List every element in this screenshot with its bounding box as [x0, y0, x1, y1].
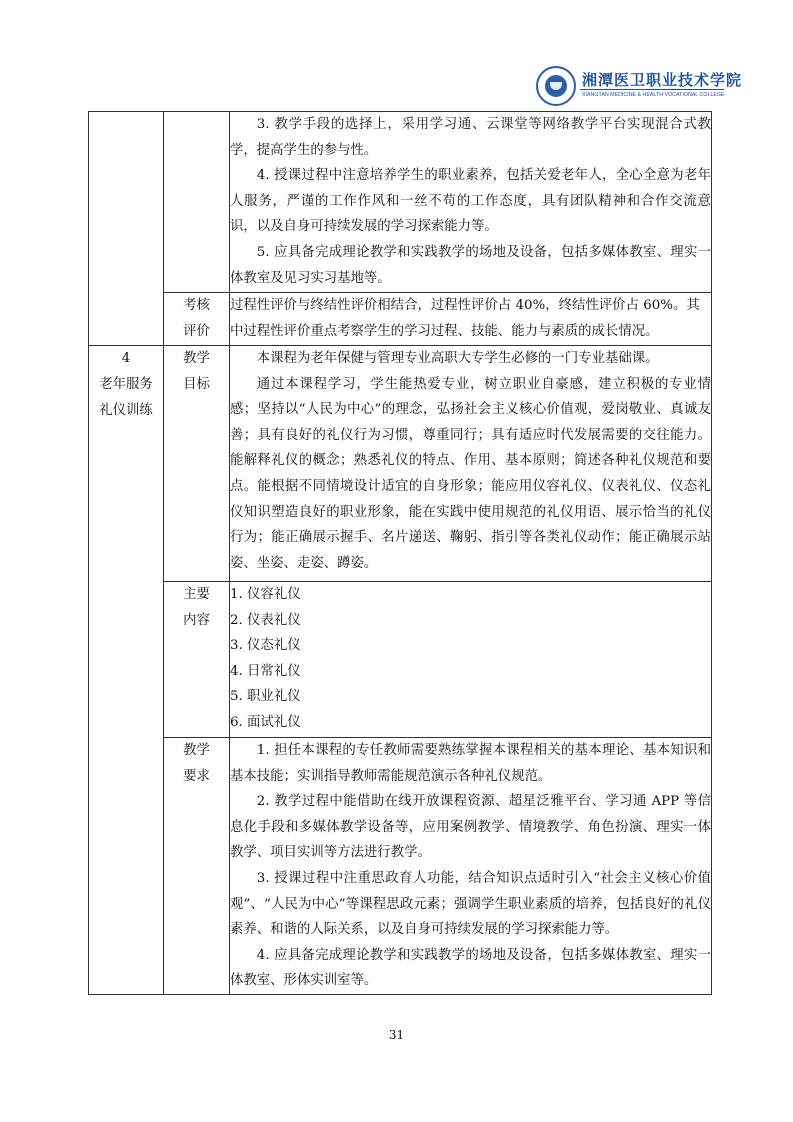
objectives-label-line2: 目标: [183, 377, 210, 392]
requirements-label-line2: 要求: [183, 769, 210, 784]
requirement-paragraph: 4. 授课过程中注意培养学生的职业素养，包括关爱老年人，全心全意为老年人服务，严谨的工作作风和一丝不苟的工作态度，具有团队精神和合作交流意识，以及自身可持续发展的学习探索能力等。: [230, 168, 711, 235]
requirements-label-cont: [164, 112, 230, 293]
objectives-label: [164, 346, 230, 582]
assessment-label: [164, 293, 230, 346]
assessment-text-cell: [230, 293, 712, 346]
course-table: [88, 111, 712, 995]
content-label: [164, 582, 230, 738]
course-cell-prev: [89, 112, 164, 346]
requirements-label-line1: 教学: [183, 743, 210, 758]
content-item: 2. 仪表礼仪: [230, 612, 301, 628]
objectives-text-cell: [230, 346, 712, 582]
assessment-label-line2: 评价: [183, 324, 210, 339]
logo-english-name: XIANGTAN MEDICINE & HEALTH VOCATIONAL COLLEGE: [582, 92, 725, 98]
logo-chinese-name: 湘潭医卫职业技术学院: [582, 71, 743, 89]
table-row: [89, 112, 712, 293]
course-name-line1: 老年服务: [99, 377, 153, 392]
logo-divider: [580, 89, 724, 90]
objectives-paragraph: 本课程为老年保健与管理专业高职大专学生必修的一门专业基础课。: [256, 351, 659, 366]
requirement-paragraph: 1. 担任本课程的专任教师需要熟练掌握本课程相关的基本理论、基本知识和基本技能；实训指导教师需能规范演示各种礼仪规范。: [230, 743, 711, 784]
assessment-text: 过程性评价与终结性评价相结合，过程性评价占 40%，终结性评价占 60%。其中过程性评价重点考察学生的学习过程、技能、能力与素质的成长情况。: [230, 298, 700, 339]
content-list-cell: [230, 582, 712, 738]
course-name-line2: 礼仪训练: [99, 403, 153, 418]
content-item: 5. 职业礼仪: [230, 689, 301, 705]
table-row: [89, 738, 712, 995]
college-emblem-icon: [536, 66, 576, 106]
page-number: 31: [388, 1028, 405, 1042]
requirement-paragraph: 4. 应具备完成理论教学和实践教学的场地及设备，包括多媒体教室、理实一体教室、形体实训室等。: [230, 947, 711, 989]
requirements-text-cell: [230, 738, 712, 995]
content-label-line1: 主要: [183, 587, 210, 602]
requirement-paragraph: 5. 应具备完成理论教学和实践教学的场地及设备，包括多媒体教室、理实一体教室及见习实习基地等。: [230, 244, 711, 286]
objectives-paragraph: 通过本课程学习，学生能热爱专业，树立职业自豪感，建立积极的专业情感；坚持以“人民为中心”的理念，弘扬社会主义核心价值观，爱岗敬业、真诚友善；具有良好的礼仪行为习惯，尊重同行；具有适应时代发展需要的交往能力。能解释礼仪的概念；熟悉礼仪的特点、作用、基本原则；简述各种礼仪规范和要点。能根据不同情境设计适宜的自身形象；能应用仪容礼仪、仪表礼仪、仪态礼仪知识塑造良好的职业形象，能在实践中使用规范的礼仪用语、展示恰当的礼仪行为；能正确展示握手、名片递送、鞠躬、指引等各类礼仪动作；能正确展示站姿、坐姿、走姿、蹲姿。: [230, 376, 711, 571]
content-label-line2: 内容: [183, 613, 210, 628]
requirements-label: [164, 738, 230, 995]
content-item: 4. 日常礼仪: [230, 663, 301, 679]
college-logo: [536, 66, 743, 110]
table-row: [89, 293, 712, 346]
table-row: [89, 346, 712, 582]
requirement-paragraph: 3. 教学手段的选择上，采用学习通、云课堂等网络教学平台实现混合式教学，提高学生的参与性。: [230, 117, 711, 158]
requirements-cont-cell: [230, 112, 712, 293]
table-row: [89, 582, 712, 738]
requirement-paragraph: 3. 授课过程中注重思政育人功能，结合知识点适时引入“社会主义核心价值观”、“人民为中心”等课程思政元素；强调学生职业素质的培养，包括良好的礼仪素养、和谐的人际关系，以及自身可持续发展的学习探索能力等。: [230, 870, 711, 938]
content-item: 6. 面试礼仪: [230, 714, 301, 730]
assessment-label-line1: 考核: [183, 298, 210, 313]
objectives-label-line1: 教学: [183, 351, 210, 366]
course-number: 4: [121, 351, 131, 366]
course-title-cell: [89, 346, 164, 995]
requirement-paragraph: 2. 教学过程中能借助在线开放课程资源、超星泛雅平台、学习通 APP 等信息化手段和多媒体教学设备等，应用案例教学、情境教学、角色扮演、理实一体教学、项目实训等方法进行教学。: [230, 794, 711, 861]
content-item: 1. 仪容礼仪: [230, 587, 301, 602]
content-item: 3. 仪态礼仪: [230, 638, 301, 654]
